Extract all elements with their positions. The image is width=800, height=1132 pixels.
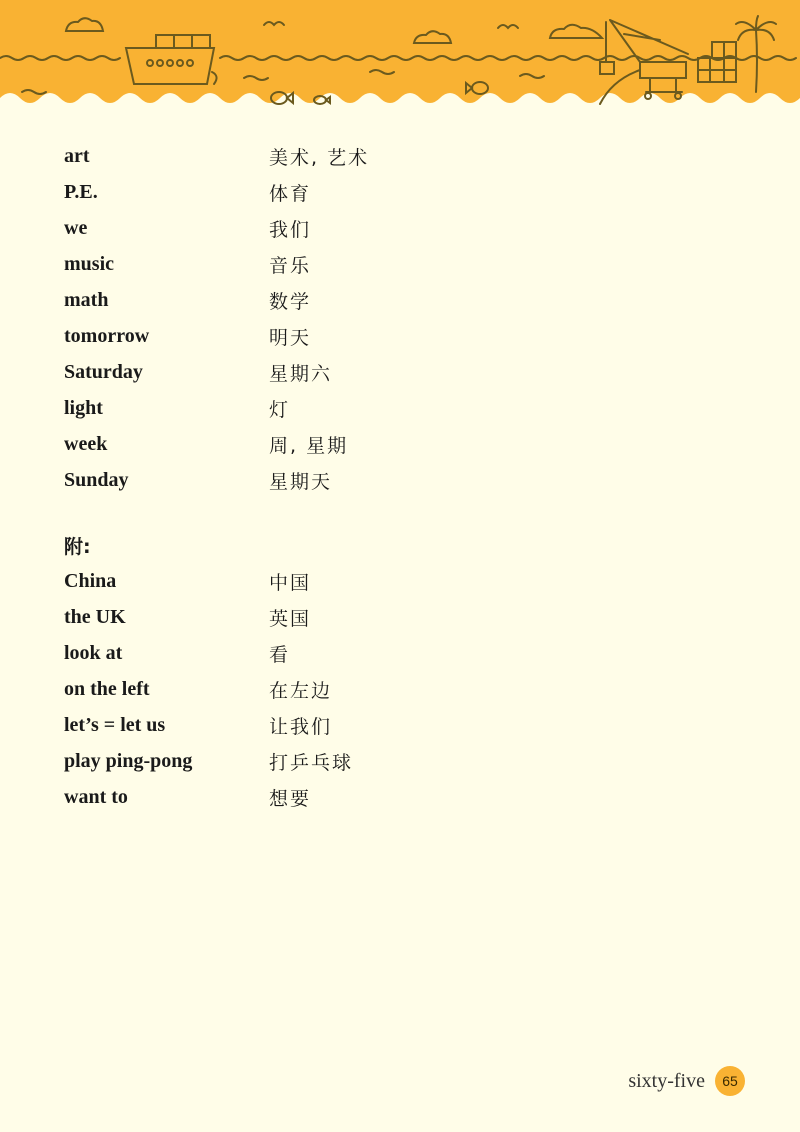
appendix-heading: 附:	[64, 536, 91, 558]
english-word: play ping-pong	[64, 749, 193, 772]
vocab-row	[64, 318, 369, 354]
chinese-meaning: 打乒乓球	[269, 751, 354, 774]
chinese-meaning: 我们	[269, 218, 312, 241]
english-word: the UK	[64, 605, 126, 628]
vocab-row	[64, 138, 369, 174]
chinese-meaning: 想要	[269, 787, 312, 810]
vocab-row	[64, 174, 369, 210]
vocab-row	[64, 462, 369, 498]
chinese-meaning: 看	[269, 643, 291, 666]
page-number-word: sixty-five	[628, 1069, 705, 1092]
english-word: Saturday	[64, 360, 143, 383]
english-word: music	[64, 252, 114, 275]
chinese-meaning: 星期六	[269, 362, 333, 385]
vocab-row	[64, 743, 353, 779]
english-word: math	[64, 288, 109, 311]
english-word: week	[64, 432, 108, 455]
vocab-row	[64, 779, 353, 815]
page-footer	[628, 1066, 745, 1096]
chinese-meaning: 体育	[269, 182, 312, 205]
vocab-row	[64, 635, 353, 671]
appendix-list	[64, 563, 353, 815]
vocab-row	[64, 707, 353, 743]
english-word: light	[64, 396, 103, 419]
vocab-row	[64, 354, 369, 390]
english-word: tomorrow	[64, 324, 150, 347]
english-word: art	[64, 144, 90, 167]
chinese-meaning: 中国	[269, 571, 312, 594]
english-word: China	[64, 569, 117, 592]
vocab-row	[64, 599, 353, 635]
vocab-row	[64, 390, 369, 426]
chinese-meaning: 美术, 艺术	[269, 146, 370, 169]
english-word: let’s = let us	[64, 713, 166, 736]
chinese-meaning: 让我们	[269, 715, 333, 738]
vocab-row	[64, 426, 369, 462]
vocab-row	[64, 563, 353, 599]
english-word: P.E.	[64, 180, 98, 203]
chinese-meaning: 英国	[269, 607, 312, 630]
vocab-row	[64, 246, 369, 282]
chinese-meaning: 音乐	[269, 254, 312, 277]
vocab-row	[64, 282, 369, 318]
chinese-meaning: 星期天	[269, 470, 333, 493]
english-word: on the left	[64, 677, 150, 700]
vocab-row	[64, 210, 369, 246]
chinese-meaning: 数学	[269, 290, 312, 313]
english-word: Sunday	[64, 468, 129, 491]
page-number-badge: 65	[715, 1066, 745, 1096]
english-word: want to	[64, 785, 128, 808]
chinese-meaning: 灯	[269, 398, 291, 421]
english-word: look at	[64, 641, 123, 664]
vocab-row	[64, 671, 353, 707]
header-banner	[0, 0, 800, 112]
english-word: we	[64, 216, 88, 239]
chinese-meaning: 周, 星期	[269, 434, 349, 457]
chinese-meaning: 在左边	[269, 679, 333, 702]
vocabulary-list	[64, 138, 369, 498]
chinese-meaning: 明天	[269, 326, 312, 349]
